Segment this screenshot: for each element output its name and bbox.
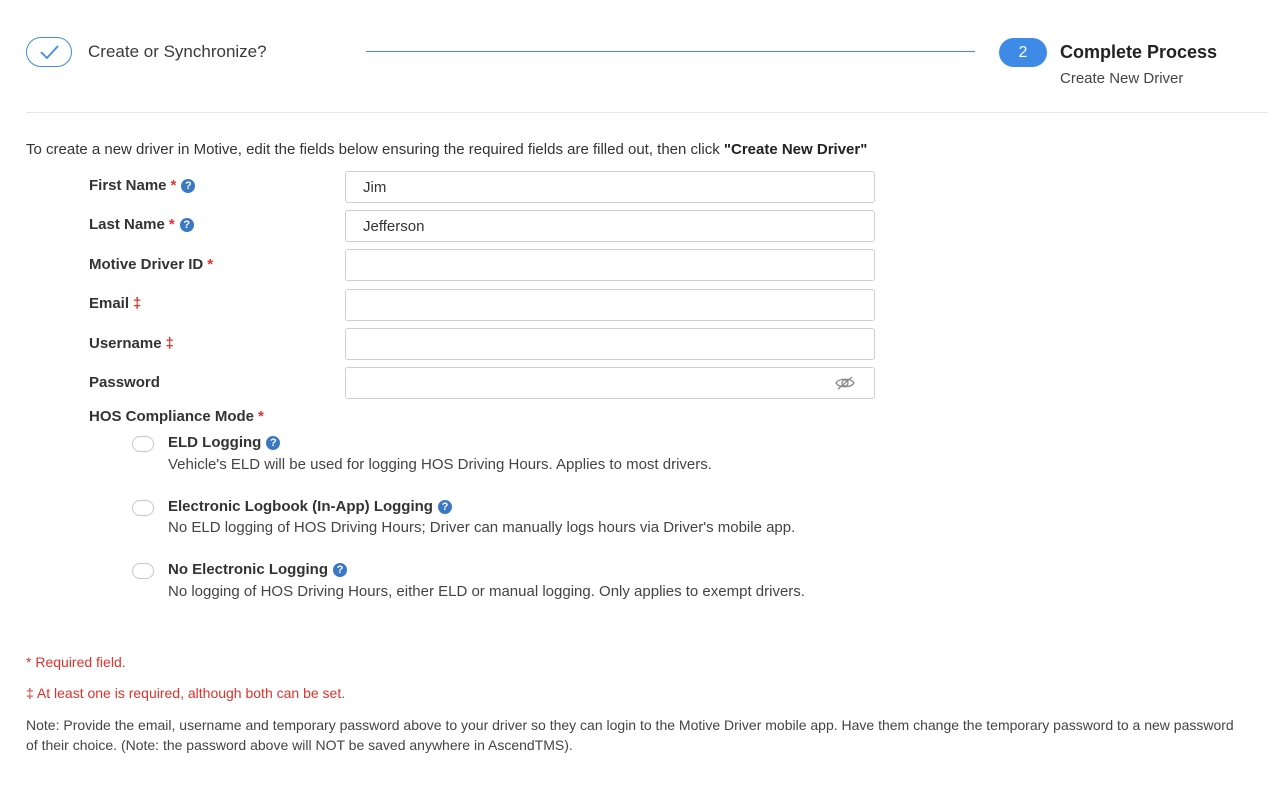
intro-action-name: "Create New Driver" <box>723 141 868 158</box>
driver-id-label <box>89 256 213 273</box>
first-name-input[interactable] <box>346 172 874 202</box>
either-required-marker: ‡ <box>133 295 142 312</box>
required-marker: * <box>207 256 214 273</box>
hos-compliance-label <box>89 408 264 425</box>
first-name-field <box>345 171 875 203</box>
header-divider <box>26 112 1268 113</box>
help-icon[interactable]: ? <box>438 500 452 514</box>
no-electronic-logging-option-title <box>168 561 347 578</box>
no-electronic-logging-radio[interactable] <box>132 563 154 579</box>
option-title-text: ELD Logging <box>168 434 262 451</box>
step-2-title: Complete Process <box>1060 42 1218 62</box>
password-note: Note: Provide the email, username and temporary password above to your driver so they can login to the Motive Driver mobile app. Have them change the temporary password to a new password of their choice. (Note: the password above will NOT be saved anywhere in AscendTMS). <box>26 717 1234 753</box>
driver-id-label-text: Motive Driver ID <box>89 256 204 273</box>
required-field-note: * Required field. <box>26 654 126 670</box>
username-label-text: Username <box>89 335 162 352</box>
first-name-label-text: First Name <box>89 177 167 194</box>
hos-compliance-label-text: HOS Compliance Mode <box>89 408 255 425</box>
step-1-complete-indicator <box>26 37 72 67</box>
at-least-one-note: ‡ At least one is required, although both can be set. <box>26 685 346 701</box>
help-icon[interactable]: ? <box>180 218 194 232</box>
first-name-label <box>89 177 195 194</box>
eld-logging-description: Vehicle's ELD will be used for logging HOS Driving Hours. Applies to most drivers. <box>168 456 712 473</box>
in-app-logging-description: No ELD logging of HOS Driving Hours; Driver can manually logs hours via Driver's mobile app. <box>168 519 796 536</box>
either-required-marker: ‡ <box>165 335 174 352</box>
username-field <box>345 328 875 360</box>
password-label <box>89 374 160 391</box>
email-field <box>345 289 875 321</box>
last-name-label-text: Last Name <box>89 216 165 233</box>
option-title-text: No Electronic Logging <box>168 561 328 578</box>
no-electronic-logging-description: No logging of HOS Driving Hours, either ELD or manual logging. Only applies to exempt drivers. <box>168 583 805 600</box>
email-input[interactable] <box>346 290 874 320</box>
required-marker: * <box>168 216 175 233</box>
help-icon[interactable]: ? <box>266 436 280 450</box>
required-marker: * <box>170 177 177 194</box>
step-2-indicator: 2 <box>999 38 1047 67</box>
username-input[interactable] <box>346 329 874 359</box>
help-icon[interactable]: ? <box>181 179 195 193</box>
required-marker: * <box>258 408 264 425</box>
help-icon[interactable]: ? <box>333 563 347 577</box>
eld-logging-radio[interactable] <box>132 436 154 452</box>
email-label-text: Email <box>89 295 130 312</box>
eld-logging-option-title <box>168 434 280 451</box>
driver-id-input[interactable] <box>346 250 874 280</box>
password-field <box>345 367 875 399</box>
username-label <box>89 335 174 352</box>
intro-text <box>26 141 867 158</box>
password-label-text: Password <box>89 374 160 391</box>
step-1-label[interactable]: Create or Synchronize? <box>88 42 267 61</box>
checkmark-icon <box>38 44 60 60</box>
step-2-subtitle: Create New Driver <box>1060 70 1184 87</box>
option-title-text: Electronic Logbook (In-App) Logging <box>168 498 433 515</box>
in-app-logging-option-title <box>168 498 452 515</box>
eye-slash-icon[interactable] <box>834 375 856 391</box>
step-connector-line <box>366 51 975 52</box>
driver-id-field <box>345 249 875 281</box>
last-name-field <box>345 210 875 242</box>
last-name-label <box>89 216 194 233</box>
password-input[interactable] <box>346 368 874 398</box>
last-name-input[interactable] <box>346 211 874 241</box>
email-label <box>89 295 141 312</box>
in-app-logging-radio[interactable] <box>132 500 154 516</box>
intro-sentence: To create a new driver in Motive, edit the fields below ensuring the required fields are filled out, then click <box>26 141 724 158</box>
